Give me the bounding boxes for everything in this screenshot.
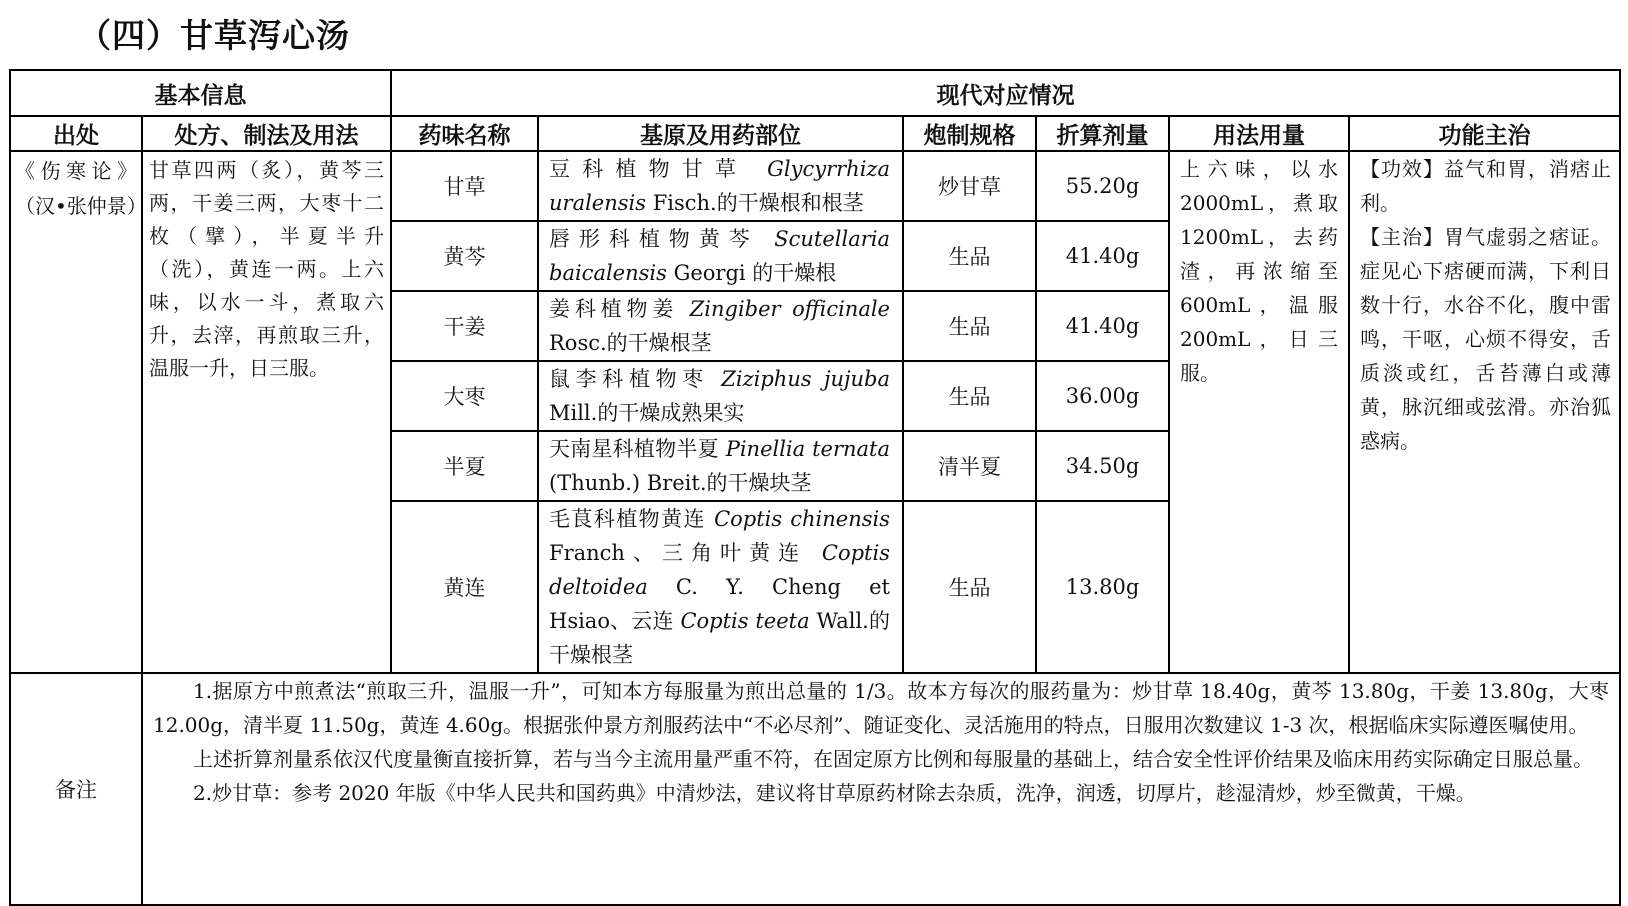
herb-dose: 36.00g [1036, 361, 1169, 431]
col-header-dose: 折算剂量 [1036, 116, 1169, 151]
col-header-basis: 基原及用药部位 [538, 116, 903, 151]
effect-label: 【功效】 [1360, 157, 1445, 181]
notes-row [10, 673, 1620, 905]
herb-processing: 清半夏 [903, 431, 1036, 501]
page-title: （四）甘草泻心汤 [78, 16, 350, 55]
herb-dose: 41.40g [1036, 221, 1169, 291]
herb-processing: 生品 [903, 501, 1036, 673]
note-paragraph: 2.炒甘草：参考 2020 年版《中华人民共和国药典》中清炒法，建议将甘草原药材除去杂质，洗净，润透，切厚片，趁湿清炒，炒至微黄，干燥。 [193, 781, 1476, 805]
col-header-source: 出处 [10, 116, 142, 151]
indication-label: 【主治】 [1360, 225, 1445, 249]
herb-basis: 豆科植物甘草 Glycyrrhiza uralensis Fisch.的干燥根和根茎 [538, 151, 903, 221]
notes-label: 备注 [10, 673, 142, 905]
effect-text: 益气和胃，消痞止利。 [1360, 157, 1612, 215]
herb-dose: 55.20g [1036, 151, 1169, 221]
col-header-usage: 用法用量 [1169, 116, 1349, 151]
col-header-processing: 炮制规格 [903, 116, 1036, 151]
header-basic-info: 基本信息 [10, 70, 391, 116]
herb-name: 甘草 [391, 151, 538, 221]
notes-cell [142, 673, 1620, 905]
herb-dose: 41.40g [1036, 291, 1169, 361]
herb-basis: 毛茛科植物黄连 Coptis chinensis Franch、三角叶黄连 Coptis deltoidea C. Y. Cheng et Hsiao、云连 Coptis teeta Wall.的干燥根茎 [538, 501, 903, 673]
herb-name: 大枣 [391, 361, 538, 431]
herb-processing: 炒甘草 [903, 151, 1036, 221]
source-cell: 《伤寒论》（汉•张仲景） [10, 151, 142, 673]
col-header-herb-name: 药味名称 [391, 116, 538, 151]
herb-basis: 姜科植物姜 Zingiber officinale Rosc.的干燥根茎 [538, 291, 903, 361]
formula-table [9, 69, 1621, 906]
herb-basis: 唇形科植物黄芩 Scutellaria baicalensis Georgi 的干燥根 [538, 221, 903, 291]
note-paragraph: 上述折算剂量系依汉代度量衡直接折算，若与当今主流用量严重不符，在固定原方比例和每服量的基础上，结合安全性评价结果及临床用药实际确定日服总量。 [193, 747, 1593, 771]
herb-basis: 鼠李科植物枣 Ziziphus jujuba Mill.的干燥成熟果实 [538, 361, 903, 431]
herb-dose: 34.50g [1036, 431, 1169, 501]
herb-processing: 生品 [903, 221, 1036, 291]
herb-basis: 天南星科植物半夏 Pinellia ternata (Thunb.) Breit.的干燥块茎 [538, 431, 903, 501]
herb-dose: 13.80g [1036, 501, 1169, 673]
herb-processing: 生品 [903, 361, 1036, 431]
usage-cell: 上六味，以水2000mL，煮取1200mL，去药渣，再浓缩至600mL，温服200mL，日三服。 [1169, 151, 1349, 673]
herb-name: 黄芩 [391, 221, 538, 291]
note-paragraph: 1.据原方中煎煮法“煎取三升，温服一升”，可知本方每服量为煎出总量的 1/3。故本方每次的服药量为：炒甘草 18.40g，黄芩 13.80g，干姜 13.80g，大枣 12.00g，清半夏 11.50g，黄连 4.60g。根据张仲景方剂服药法中“不必尽剂”、随证变化、灵活施用的特点，日服用次数建议 1-3 次，根据临床实际遵医嘱使用。 [153, 679, 1610, 737]
herb-name: 半夏 [391, 431, 538, 501]
prescription-cell: 甘草四两（炙），黄芩三两，干姜三两，大枣十二枚（擘），半夏半升（洗），黄连一两。上六味，以水一斗，煮取六升，去滓，再煎取三升，温服一升，日三服。 [142, 151, 391, 673]
herb-name: 黄连 [391, 501, 538, 673]
col-header-function: 功能主治 [1349, 116, 1620, 151]
herb-processing: 生品 [903, 291, 1036, 361]
table-row [10, 151, 1620, 221]
function-cell [1349, 151, 1620, 673]
header-modern: 现代对应情况 [391, 70, 1620, 116]
col-header-prescription: 处方、制法及用法 [142, 116, 391, 151]
indication-text: 胃气虚弱之痞证。症见心下痞硬而满，下利日数十行，水谷不化，腹中雷鸣，干呕，心烦不得安，舌质淡或红，舌苔薄白或薄黄，脉沉细或弦滑。亦治狐惑病。 [1360, 225, 1612, 453]
herb-name: 干姜 [391, 291, 538, 361]
